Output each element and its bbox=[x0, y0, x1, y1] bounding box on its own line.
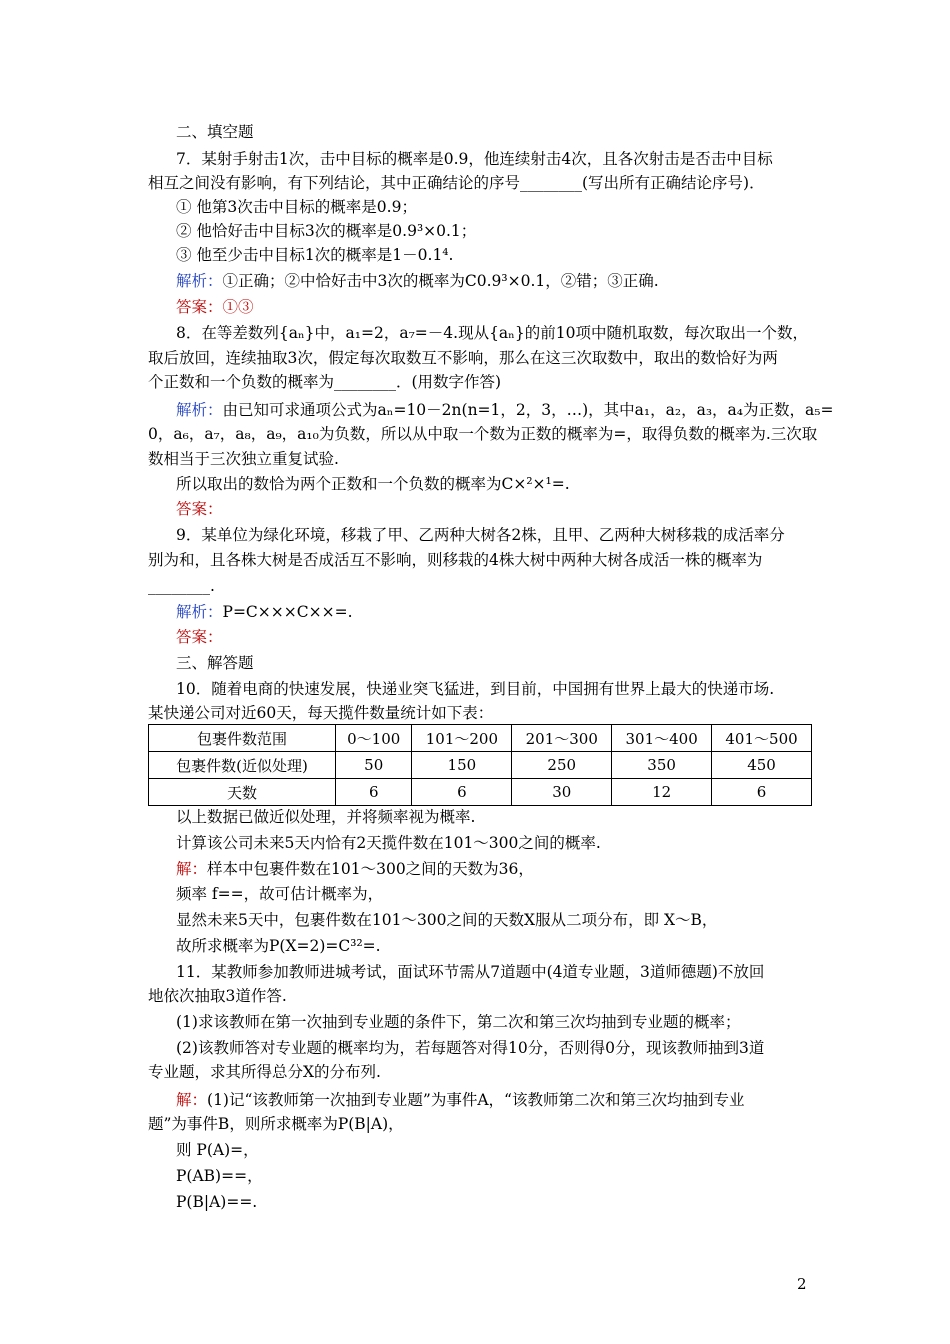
table-cell: 天数 bbox=[149, 779, 336, 806]
q7-option-1: ① 他第3次击中目标的概率是0.9； bbox=[176, 198, 417, 216]
q11-solution-label: 解： bbox=[176, 1091, 208, 1109]
q9-analysis-text: P=C×××C××=. bbox=[222, 603, 353, 621]
q8-analysis-line-1 bbox=[176, 399, 833, 421]
table-cell: 30 bbox=[512, 779, 612, 806]
q8-analysis-text-1: 由已知可求通项公式为aₙ=10－2n(n=1，2，3，…)，其中a₁，a₂，a₃，a₄为正数，a₅= bbox=[222, 401, 834, 419]
table-cell: 350 bbox=[612, 752, 712, 779]
q7-option-2: ② 他恰好击中目标3次的概率是0.9³×0.1； bbox=[176, 222, 477, 240]
q11-solution-line-3: 则 P(A)=， bbox=[176, 1141, 259, 1159]
q7-stem-line-2: 相互之间没有影响，有下列结论，其中正确结论的序号________(写出所有正确结论序号)． bbox=[148, 174, 765, 192]
section-solve-heading: 三、解答题 bbox=[176, 654, 254, 672]
table-cell: 450 bbox=[712, 752, 812, 779]
table-cell: 101～200 bbox=[412, 725, 512, 752]
q10-solution-label: 解： bbox=[176, 860, 208, 878]
q7-analysis-label: 解析： bbox=[176, 272, 223, 290]
q10-data-table bbox=[148, 724, 812, 806]
table-cell: 150 bbox=[412, 752, 512, 779]
q10-stem-line-2: 某快递公司对近60天，每天揽件数量统计如下表： bbox=[148, 704, 494, 722]
q8-answer-label: 答案： bbox=[176, 500, 223, 518]
q10-note: 以上数据已做近似处理，并将频率视为概率. bbox=[176, 808, 476, 826]
table-cell: 201～300 bbox=[512, 725, 612, 752]
q7-analysis-text: ①正确；②中恰好击中3次的概率为C0.9³×0.1，②错；③正确. bbox=[222, 272, 659, 290]
q9-stem-line-1: 9．某单位为绿化环境，移栽了甲、乙两种大树各2株，且甲、乙两种大树移栽的成活率分 bbox=[176, 526, 785, 544]
q9-stem-line-2: 别为和，且各株大树是否成活互不影响，则移栽的4株大树中两种大树各成活一株的概率为 bbox=[148, 551, 763, 569]
q7-answer bbox=[176, 296, 254, 318]
table-cell: 50 bbox=[336, 752, 412, 779]
table-cell: 包裹件数范围 bbox=[149, 725, 336, 752]
table-cell: 6 bbox=[412, 779, 512, 806]
q10-solution-line-4: 故所求概率为P(X=2)=C³²=. bbox=[176, 937, 381, 955]
page-number: 2 bbox=[797, 1275, 807, 1293]
q11-part-2-line-2: 专业题，求其所得总分X的分布列. bbox=[148, 1063, 381, 1081]
q8-stem-line-3: 个正数和一个负数的概率为________．(用数字作答) bbox=[148, 373, 502, 391]
q11-solution-line-1 bbox=[176, 1089, 744, 1111]
q7-stem-line-1: 7．某射手射击1次，击中目标的概率是0.9，他连续射击4次，且各次射击是否击中目标 bbox=[176, 150, 773, 168]
q10-stem-line-1: 10．随着电商的快速发展，快递业突飞猛进，到目前，中国拥有世界上最大的快递市场. bbox=[176, 680, 775, 698]
table-row bbox=[149, 752, 812, 779]
q7-option-3: ③ 他至少击中目标1次的概率是1－0.1⁴. bbox=[176, 246, 454, 264]
q9-analysis bbox=[176, 601, 353, 623]
q10-solution-line-2: 频率 f==，故可估计概率为， bbox=[176, 885, 384, 903]
q9-stem-line-3: ________. bbox=[148, 577, 215, 595]
table-cell: 0～100 bbox=[336, 725, 412, 752]
q11-solution-line-4: P(AB)==， bbox=[176, 1167, 263, 1185]
q9-analysis-label: 解析： bbox=[176, 603, 223, 621]
q8-analysis-line-2: 0，a₆，a₇，a₈，a₉，a₁₀为负数，所以从中取一个数为正数的概率为=，取得负数的概率为.三次取 bbox=[148, 425, 818, 443]
table-cell: 6 bbox=[336, 779, 412, 806]
table-cell: 250 bbox=[512, 752, 612, 779]
table-cell: 包裹件数(近似处理) bbox=[149, 752, 336, 779]
q10-solution-line-1 bbox=[176, 858, 534, 880]
q11-stem-line-2: 地依次抽取3道作答. bbox=[148, 987, 287, 1005]
table-cell: 6 bbox=[712, 779, 812, 806]
q10-solution-line-3: 显然未来5天中，包裹件数在101～300之间的天数X服从二项分布，即 X～B， bbox=[176, 911, 718, 929]
table-row bbox=[149, 779, 812, 806]
q7-answer-label: 答案： bbox=[176, 298, 223, 316]
q8-analysis-line-4: 所以取出的数恰为两个正数和一个负数的概率为C×²×¹=. bbox=[176, 475, 570, 493]
q11-solution-text-1: (1)记“该教师第一次抽到专业题”为事件A，“该教师第二次和第三次均抽到专业 bbox=[207, 1091, 745, 1109]
q11-solution-line-5: P(B|A)==. bbox=[176, 1193, 258, 1211]
q10-ask: 计算该公司未来5天内恰有2天揽件数在101～300之间的概率. bbox=[176, 834, 601, 852]
q7-analysis bbox=[176, 270, 659, 292]
q8-analysis-label: 解析： bbox=[176, 401, 223, 419]
table-cell: 301～400 bbox=[612, 725, 712, 752]
section-fill-blank-heading: 二、填空题 bbox=[176, 123, 254, 141]
q10-solution-text-1: 样本中包裹件数在101～300之间的天数为36， bbox=[207, 860, 534, 878]
q11-solution-line-2: 题”为事件B，则所求概率为P(B|A)， bbox=[148, 1115, 404, 1133]
q8-stem-line-2: 取后放回，连续抽取3次，假定每次取数互不影响，那么在这三次取数中，取出的数恰好为两 bbox=[148, 349, 778, 367]
table-cell: 12 bbox=[612, 779, 712, 806]
table-cell: 401～500 bbox=[712, 725, 812, 752]
q11-part-1: (1)求该教师在第一次抽到专业题的条件下，第二次和第三次均抽到专业题的概率； bbox=[176, 1013, 741, 1031]
q9-answer-label: 答案： bbox=[176, 628, 223, 646]
q8-analysis-line-3: 数相当于三次独立重复试验. bbox=[148, 450, 339, 468]
table-row bbox=[149, 725, 812, 752]
q11-part-2-line-1: (2)该教师答对专业题的概率均为，若每题答对得10分，否则得0分，现该教师抽到3道 bbox=[176, 1039, 765, 1057]
q8-stem-line-1: 8．在等差数列{aₙ}中，a₁=2，a₇=－4.现从{aₙ}的前10项中随机取数，每次取出一个数， bbox=[176, 324, 808, 342]
q7-answer-text: ①③ bbox=[222, 298, 254, 316]
q11-stem-line-1: 11．某教师参加教师进城考试，面试环节需从7道题中(4道专业题，3道师德题)不放回 bbox=[176, 963, 765, 981]
